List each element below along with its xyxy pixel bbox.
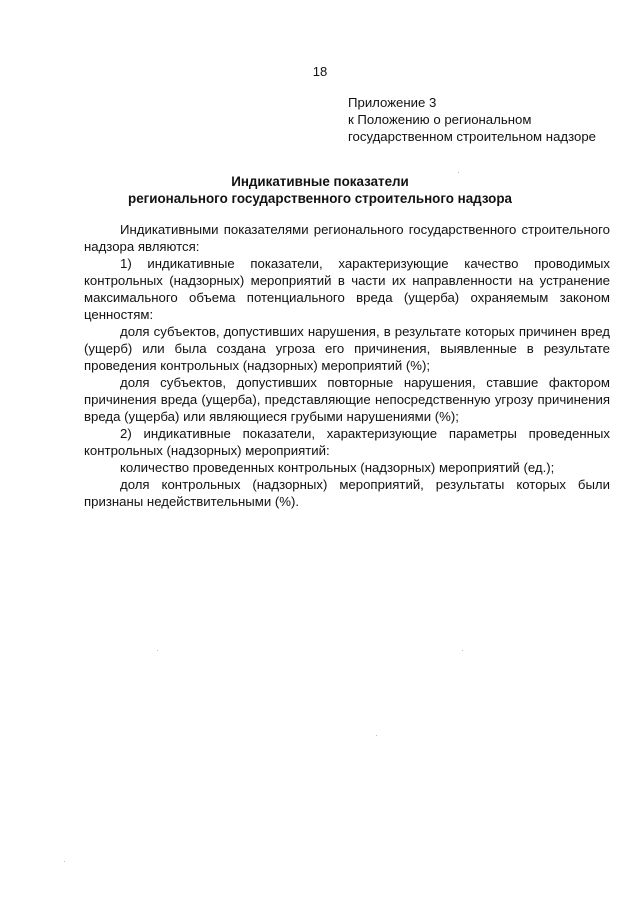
document-title (0, 173, 640, 207)
scan-speck (462, 650, 463, 651)
document-body (84, 221, 610, 510)
scan-speck (458, 172, 459, 173)
title-line-2: регионального государственного строительного надзора (128, 191, 512, 206)
title-line-1: Индикативные показатели (231, 174, 409, 189)
appendix-line-2: к Положению о региональном (348, 112, 532, 127)
paragraph-intro: Индикативными показателями регионального государственного строительного надзора являются: (84, 222, 610, 254)
appendix-line-1: Приложение 3 (348, 95, 437, 110)
paragraph-item-2-b: доля контрольных (надзорных) мероприятий, результаты которых были признаны недействительными (%). (84, 477, 610, 509)
scan-speck (376, 735, 377, 736)
paragraph-item-1: 1) индикативные показатели, характеризующие качество проводимых контрольных (надзорных) мероприятий в части их направленности на устранение максимального объема потенциального вреда (ущерба) охраняемым законом ценностям: (84, 256, 610, 322)
appendix-line-3: государственном строительном надзоре (348, 129, 597, 144)
paragraph-item-2: 2) индикативные показатели, характеризующие параметры проведенных контрольных (надзорных) мероприятий: (84, 426, 610, 458)
paragraph-item-1-b: доля субъектов, допустивших повторные нарушения, ставшие фактором причинения вреда (ущерба), представляющие непосредственную угрозу причинения вреда (ущерба) или являющиеся грубыми нарушениями (%); (84, 375, 610, 424)
scan-speck (157, 650, 158, 651)
scan-speck (64, 861, 65, 862)
paragraph-item-1-a: доля субъектов, допустивших нарушения, в результате которых причинен вред (ущерб) или была создана угроза его причинения, выявленные в результате проведения контрольных (надзорных) мероприятий (%); (84, 324, 610, 373)
paragraph-item-2-a: количество проведенных контрольных (надзорных) мероприятий (ед.); (120, 460, 555, 475)
appendix-reference (348, 94, 596, 145)
page-number: 18 (312, 64, 328, 79)
